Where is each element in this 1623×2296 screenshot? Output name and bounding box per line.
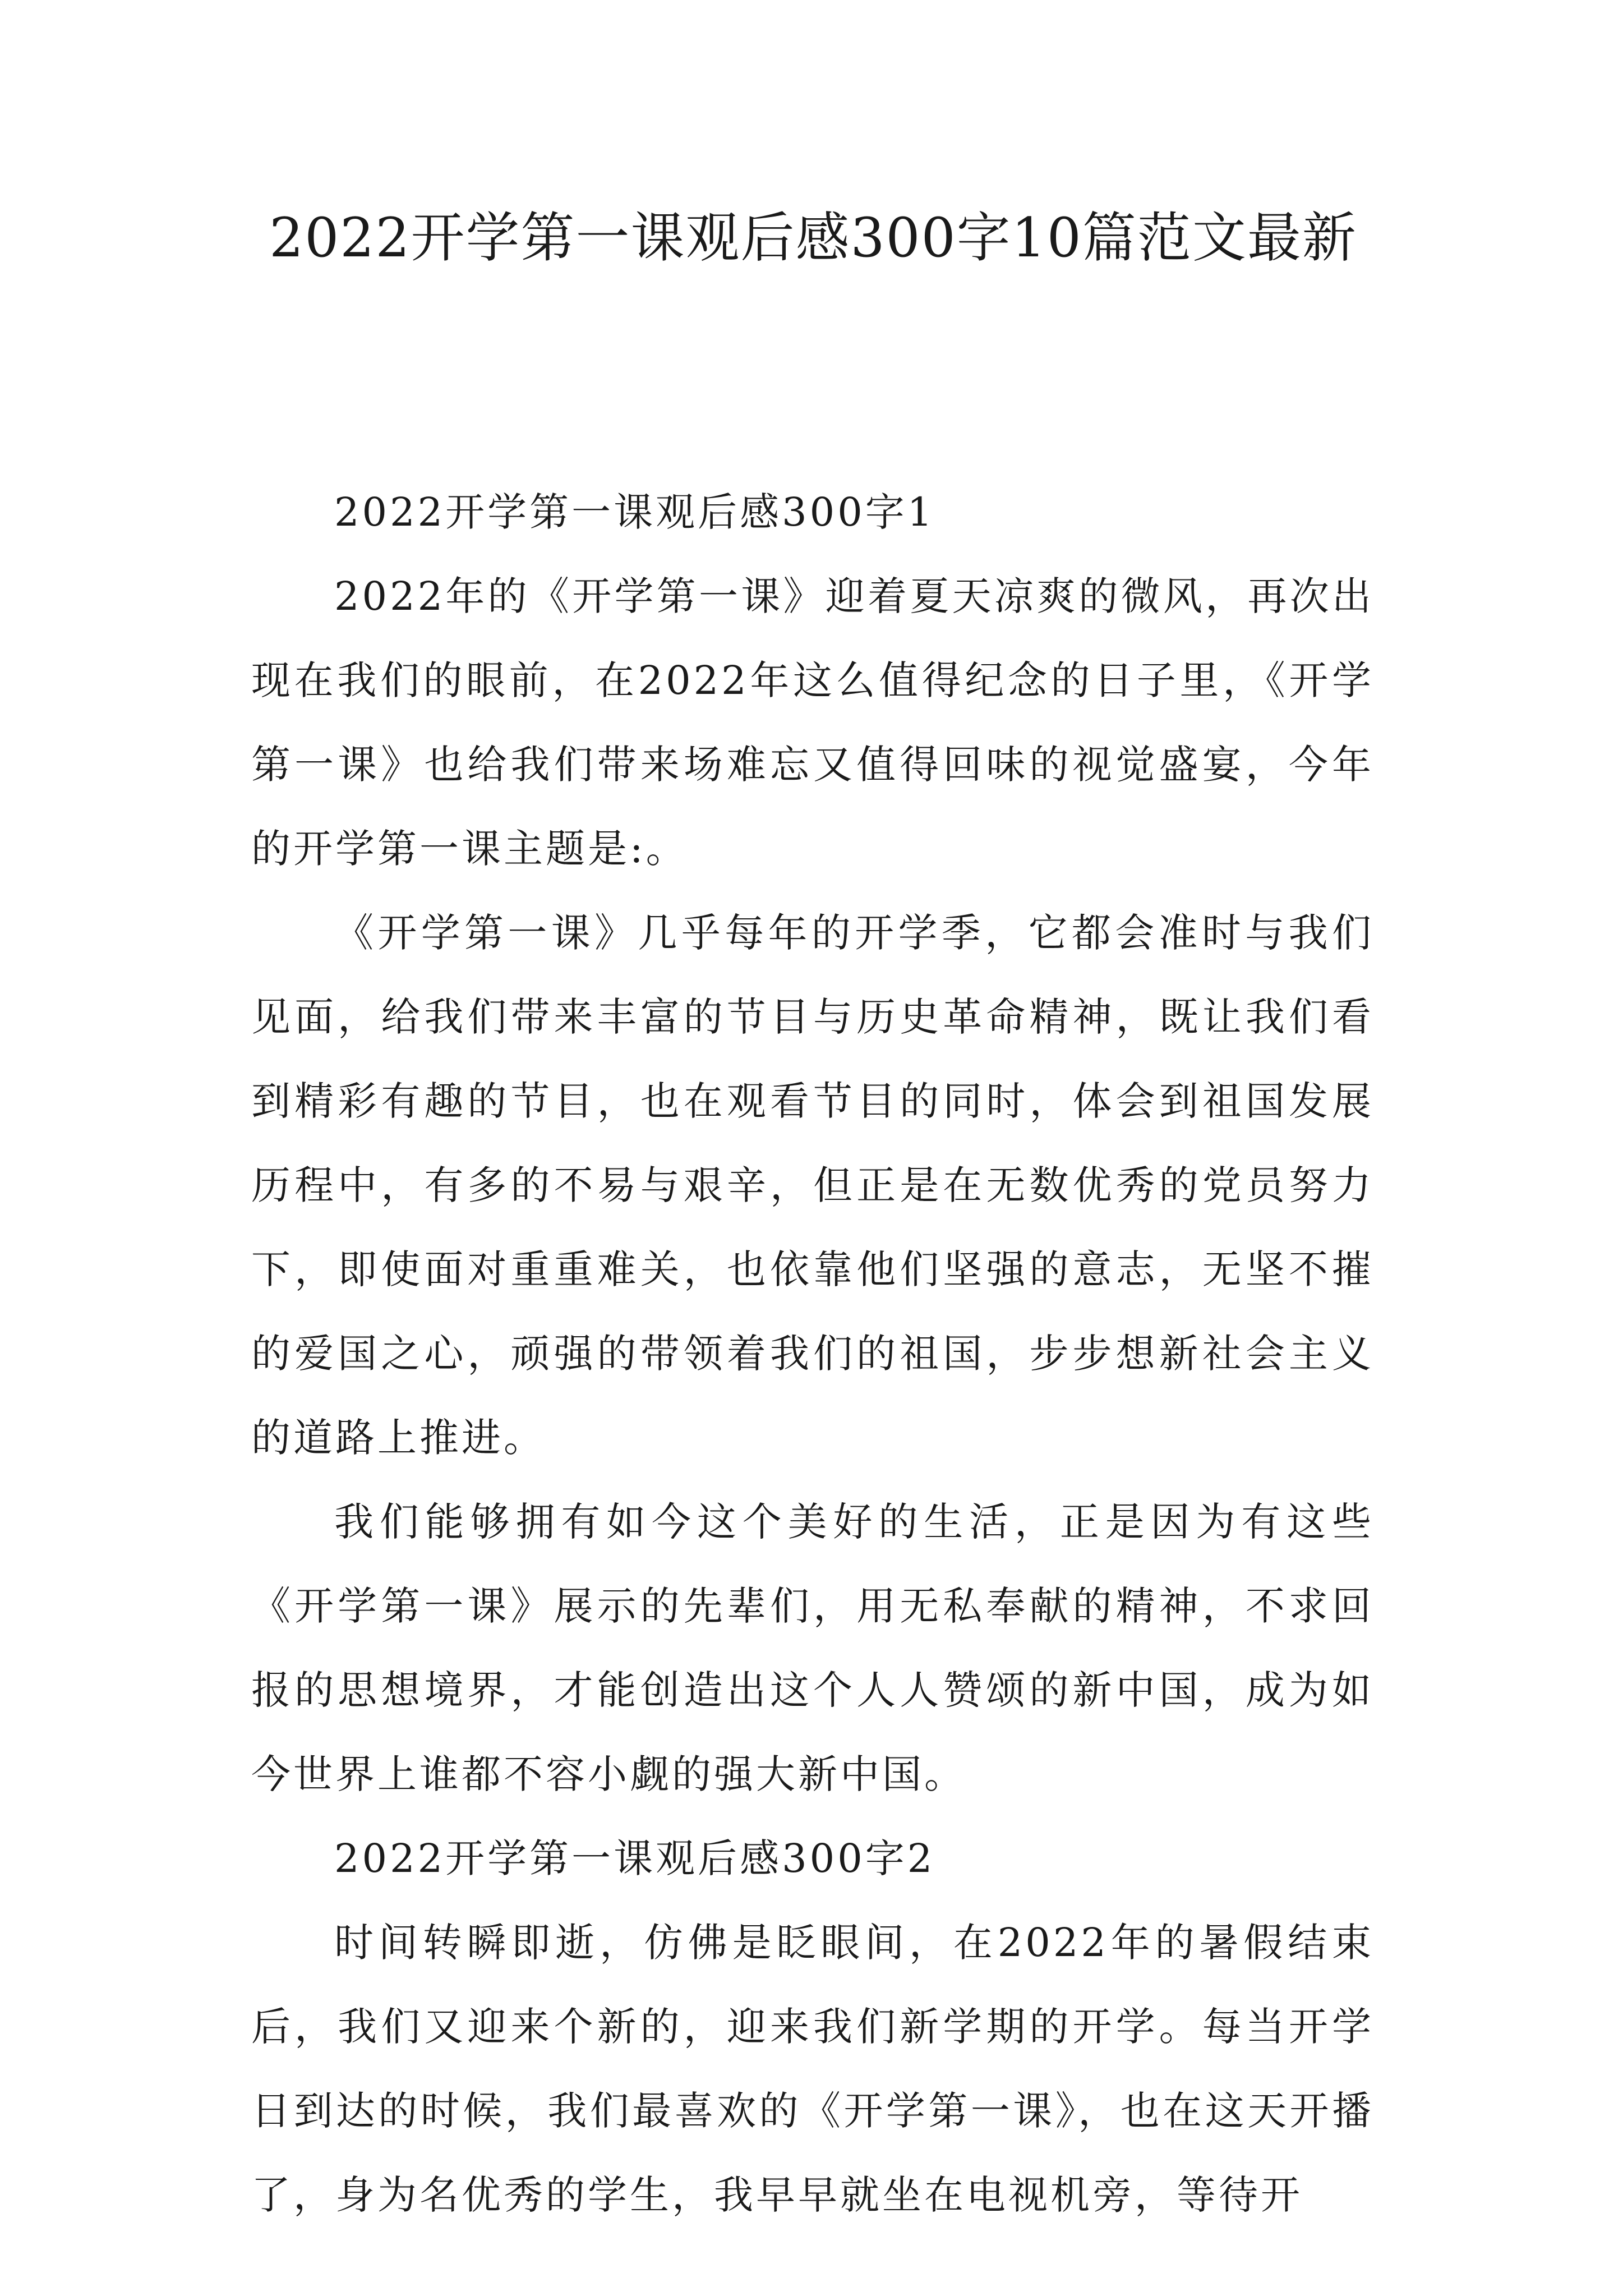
section-heading: 2022开学第一课观后感300字2 — [334, 1835, 935, 1881]
document-body — [251, 470, 1374, 2237]
paragraph: 2022年的《开学第一课》迎着夏天凉爽的微风，再次出现在我们的眼前，在2022年这么值得纪念的日子里，《开学第一课》也给我们带来场难忘又值得回味的视觉盛宴，今年的开学第一课主题是:。 — [251, 573, 1374, 872]
paragraph: 我们能够拥有如今这个美好的生活，正是因为有这些《开学第一课》展示的先辈们，用无私奉献的精神，不求回报的思想境界，才能创造出这个人人赞颂的新中国，成为如今世界上谁都不容小觑的强大新中国。 — [251, 1499, 1374, 1797]
paragraph: 时间转瞬即逝，仿佛是眨眼间，在2022年的暑假结束后，我们又迎来个新的，迎来我们新学期的开学。每当开学日到达的时候，我们最喜欢的《开学第一课》，也在这天开播了，身为名优秀的学生，我早早就坐在电视机旁，等待开 — [251, 1920, 1374, 2218]
document-title: 2022开学第一课观后感300字10篇范文最新 — [269, 206, 1357, 269]
paragraph: 《开学第一课》几乎每年的开学季，它都会准时与我们见面，给我们带来丰富的节目与历史革命精神，既让我们看到精彩有趣的节目，也在观看节目的同时，体会到祖国发展历程中，有多的不易与艰辛，但正是在无数优秀的党员努力下，即使面对重重难关，也依靠他们坚强的意志，无坚不摧的爱国之心，顽强的带领着我们的祖国，步步想新社会主义的道路上推进。 — [251, 910, 1374, 1461]
section-heading: 2022开学第一课观后感300字1 — [334, 489, 935, 535]
